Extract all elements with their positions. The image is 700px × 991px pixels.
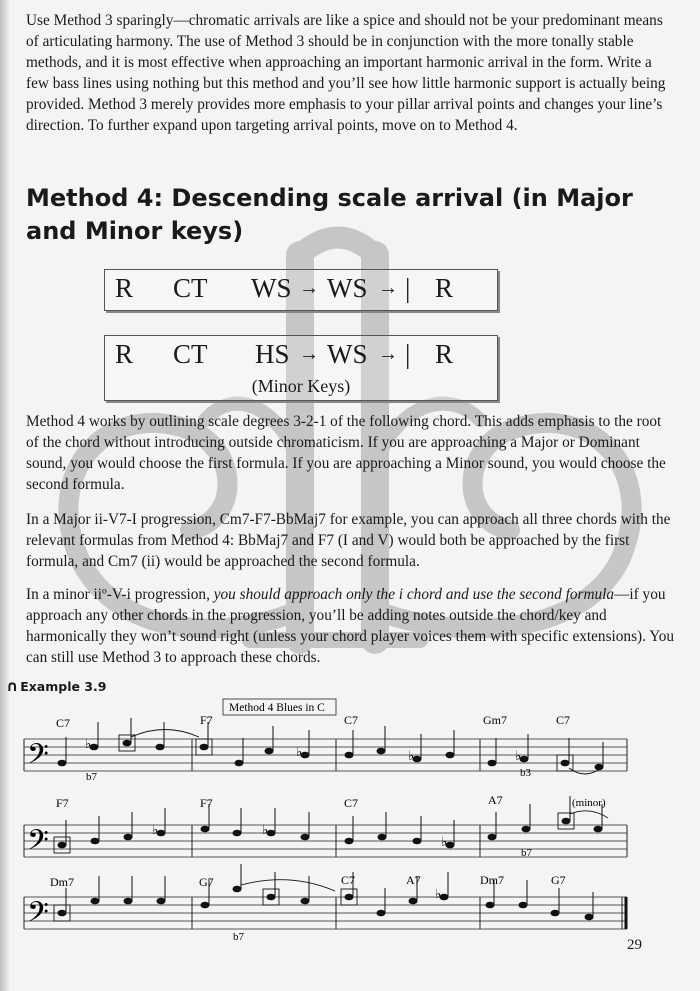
- formula-arrow: →: [299, 277, 319, 299]
- formula-arrow: →: [378, 343, 398, 365]
- formula-target-root: R: [435, 339, 454, 369]
- chord-symbol: F7: [200, 713, 213, 727]
- chord-symbol: C7: [56, 716, 71, 730]
- chord-symbol: G7: [551, 873, 566, 887]
- interval-annotation: b7: [86, 771, 97, 783]
- formula-arrow: →: [299, 343, 319, 365]
- chord-symbol: Gm7: [483, 713, 507, 727]
- chord-symbol: C7: [344, 796, 359, 810]
- headphones-icon: ∩: [6, 677, 19, 695]
- method-box-label: Method 4 Blues in C: [229, 702, 325, 714]
- formula-step-2: WS: [327, 339, 368, 369]
- flat-sign: ♭: [262, 822, 269, 837]
- chord-symbol: G7: [199, 875, 214, 889]
- section-heading: Method 4: Descending scale arrival (in Major and Minor keys): [26, 184, 633, 245]
- formula-chord-tone: CT: [173, 339, 208, 369]
- flat-sign: ♭: [515, 748, 522, 763]
- paragraph-method4-intro: Method 4 works by outlining scale degrees 3-2-1 of the following chord. This adds emphasis to the root of the chord without introducing outside chromaticism. If you are approaching a Major or Dominant sound, you would choose the first formula. If you are approaching a Minor sound, you would choose the second formula.: [26, 413, 666, 493]
- notes-staff-1: [58, 718, 604, 774]
- bass-clef-icon: 𝄢: [27, 898, 49, 935]
- formula-step-1: WS: [251, 273, 292, 303]
- bass-clef-icon: 𝄢: [27, 826, 49, 863]
- interval-annotation: b7: [233, 931, 244, 943]
- minor-annotation: (minor): [572, 797, 606, 809]
- formula-root: R: [115, 339, 134, 369]
- formula-target-root: R: [435, 273, 454, 303]
- notes-staff-2: [54, 796, 608, 853]
- formula-minor-note: (Minor Keys): [251, 376, 351, 396]
- formula-step-1: HS: [255, 339, 290, 369]
- chord-symbol: C7: [341, 873, 356, 887]
- formula-arrow: →: [378, 277, 398, 299]
- flat-sign: ♭: [296, 744, 303, 759]
- flat-sign: ♭: [152, 822, 159, 837]
- page-number: 29: [627, 937, 642, 953]
- flat-sign: ♭: [85, 736, 92, 751]
- chord-symbol: F7: [56, 796, 69, 810]
- chord-symbol: A7: [406, 873, 421, 887]
- formula-barline: |: [405, 273, 411, 303]
- interval-annotation: b7: [521, 847, 532, 859]
- staff-2: [24, 793, 627, 863]
- paragraph-major-progression: In a Major ii-V7-I progression, Cm7-F7-BbMaj7 for example, you can approach all three chords with the relevant formulas from Method 4: BbMaj7 and F7 (I and V) would both be approached by the first formula, and Cm7 (ii) would be approached the second formula.: [26, 511, 671, 570]
- chord-symbol: C7: [344, 713, 359, 727]
- example-title: Example 3.9: [20, 679, 107, 694]
- staff-1: [24, 713, 627, 783]
- chord-symbol: Dm7: [50, 875, 74, 889]
- formula-step-2: WS: [327, 273, 368, 303]
- formula-barline: |: [405, 339, 411, 369]
- flat-sign: ♭: [441, 834, 448, 849]
- staff-3: [24, 864, 627, 943]
- chord-symbol: C7: [556, 713, 571, 727]
- formula-root: R: [115, 273, 134, 303]
- minor-text-end: —if you approach any other chords in the progression, you’ll be adding notes outside the chord/key and harmonically they won’t sound right (unless your chord player voices them with specific extensions). You can still use Method 3 to approach these chords.: [26, 586, 675, 666]
- notes-staff-3: [54, 864, 594, 921]
- chord-symbol: F7: [200, 796, 213, 810]
- interval-annotation: b3: [520, 767, 531, 779]
- bass-clef-icon: 𝄢: [27, 740, 49, 777]
- minor-text-start: In a minor iiº-V-i progression,: [26, 586, 214, 603]
- minor-text-italic: you should approach only the i chord and use the second formula: [213, 586, 615, 603]
- flat-sign: ♭: [435, 886, 442, 901]
- flat-sign: ♭: [408, 748, 415, 763]
- paragraph-method3: Use Method 3 sparingly—chromatic arrivals are like a spice and should not be your predominant means of articulating harmony. The use of Method 3 should be in conjunction with the more tonally stable methods, and it is most effective when approaching an important harmonic arrival in the form. Write a few bass lines using nothing but this method and you’ll see how little harmonic support is actually being provided. Method 3 merely provides more emphasis to your pillar arrival points and changes your line’s direction. To further expand upon targeting arrival points, move on to Method 4.: [26, 12, 666, 134]
- chord-symbol: A7: [488, 793, 503, 807]
- formula-chord-tone: CT: [173, 273, 208, 303]
- chord-symbol: Dm7: [480, 873, 504, 887]
